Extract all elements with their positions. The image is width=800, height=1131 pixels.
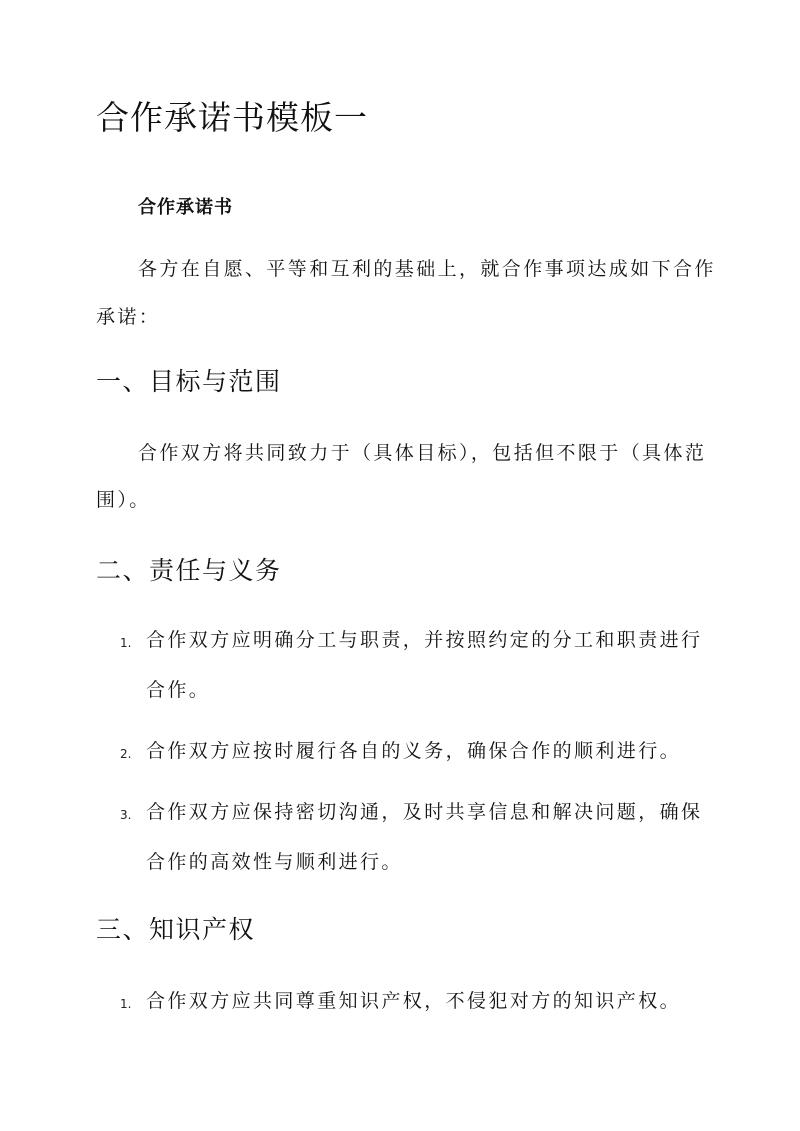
list-item-line-1: 合作双方应明确分工与职责，并按照约定的分工和职责进行 (146, 629, 703, 651)
intro-paragraph-line-2: 承诺： (96, 306, 161, 328)
list-item-line-1: 合作双方应共同尊重知识产权，不侵犯对方的知识产权。 (146, 990, 682, 1012)
list-item-number: 1. (120, 997, 132, 1011)
list-item-line-2: 合作。 (146, 679, 211, 701)
section-1-paragraph-line-1: 合作双方将共同致力于（具体目标），包括但不限于（具体范 (138, 442, 707, 464)
section-heading-responsibilities: 二、责任与义务 (96, 556, 282, 585)
section-heading-goals-scope: 一、目标与范围 (96, 367, 282, 396)
list-item-number: 2. (120, 747, 132, 761)
list-item-number: 3. (120, 808, 132, 822)
document-title: 合作承诺书模板一 (96, 98, 368, 137)
list-item-number: 1. (120, 636, 132, 650)
list-item-line-1: 合作双方应保持密切沟通，及时共享信息和解决问题，确保 (146, 801, 703, 823)
section-heading-intellectual-property: 三、知识产权 (96, 915, 256, 944)
document-subtitle: 合作承诺书 (138, 197, 233, 218)
list-item-line-2: 合作的高效性与顺利进行。 (146, 851, 403, 873)
section-1-paragraph-line-2: 围）。 (96, 489, 151, 511)
list-item-line-1: 合作双方应按时履行各自的义务，确保合作的顺利进行。 (146, 740, 682, 762)
intro-paragraph-line-1: 各方在自愿、平等和互利的基础上，就合作事项达成如下合作 (138, 258, 716, 280)
